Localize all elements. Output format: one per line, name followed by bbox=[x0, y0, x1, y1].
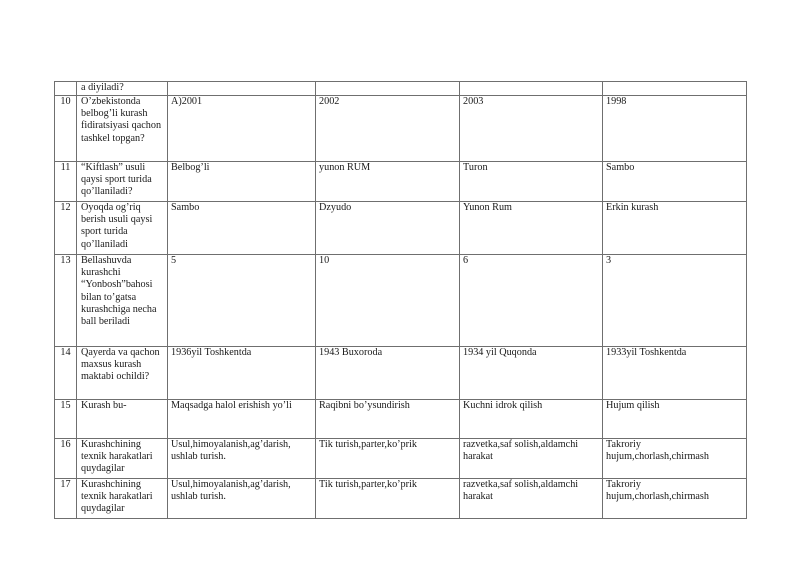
option-a: Belbog’li bbox=[168, 162, 316, 202]
option-c: 1934 yil Quqonda bbox=[460, 347, 603, 400]
option-b: Dzyudo bbox=[316, 202, 460, 255]
question-number: 11 bbox=[55, 162, 77, 202]
table-row bbox=[55, 479, 747, 519]
question-number: 13 bbox=[55, 255, 77, 347]
option-c: 6 bbox=[460, 255, 603, 347]
option-c: Yunon Rum bbox=[460, 202, 603, 255]
table-row bbox=[55, 400, 747, 439]
table-row bbox=[55, 347, 747, 400]
option-c: Kuchni idrok qilish bbox=[460, 400, 603, 439]
question-text: Bellashuvda kurashchi “Yonbosh”bahosi bilan to’gatsa kurashchiga necha ball beriladi bbox=[77, 255, 168, 347]
table-row bbox=[55, 439, 747, 479]
table-row bbox=[55, 96, 747, 162]
option-a: 1936yil Toshkentda bbox=[168, 347, 316, 400]
table-row bbox=[55, 255, 747, 347]
option-d bbox=[603, 82, 747, 96]
option-d: Takroriy hujum,chorlash,chirmash bbox=[603, 439, 747, 479]
question-text: Oyoqda og’riq berish usuli qaysi sport turida qo’llaniladi bbox=[77, 202, 168, 255]
question-number bbox=[55, 82, 77, 96]
option-a: Usul,himoyalanish,ag’darish, ushlab turish. bbox=[168, 479, 316, 519]
option-b: 2002 bbox=[316, 96, 460, 162]
question-number: 15 bbox=[55, 400, 77, 439]
option-c: 2003 bbox=[460, 96, 603, 162]
option-a: Sambo bbox=[168, 202, 316, 255]
option-b: Raqibni bo’ysundirish bbox=[316, 400, 460, 439]
quiz-table bbox=[54, 81, 747, 519]
question-text: Kurashchining texnik harakatlari quydagilar bbox=[77, 439, 168, 479]
option-b: Tik turish,parter,ko’prik bbox=[316, 439, 460, 479]
option-c: Turon bbox=[460, 162, 603, 202]
option-a: A)2001 bbox=[168, 96, 316, 162]
option-d: 1998 bbox=[603, 96, 747, 162]
option-b bbox=[316, 82, 460, 96]
question-number: 14 bbox=[55, 347, 77, 400]
option-b: 10 bbox=[316, 255, 460, 347]
option-d: Hujum qilish bbox=[603, 400, 747, 439]
question-text: a diyiladi? bbox=[77, 82, 168, 96]
option-b: Tik turish,parter,ko’prik bbox=[316, 479, 460, 519]
question-text: O’zbekistonda belbog’li kurash fidiratsiyasi qachon tashkel topgan? bbox=[77, 96, 168, 162]
option-a: Usul,himoyalanish,ag’darish, ushlab turish. bbox=[168, 439, 316, 479]
option-b: 1943 Buxoroda bbox=[316, 347, 460, 400]
option-c bbox=[460, 82, 603, 96]
option-d: Takroriy hujum,chorlash,chirmash bbox=[603, 479, 747, 519]
option-a bbox=[168, 82, 316, 96]
option-c: razvetka,saf solish,aldamchi harakat bbox=[460, 439, 603, 479]
option-d: Erkin kurash bbox=[603, 202, 747, 255]
question-number: 17 bbox=[55, 479, 77, 519]
table-row bbox=[55, 82, 747, 96]
question-number: 12 bbox=[55, 202, 77, 255]
question-text: Kurashchining texnik harakatlari quydagilar bbox=[77, 479, 168, 519]
question-text: “Kiftlash” usuli qaysi sport turida qo’llaniladi? bbox=[77, 162, 168, 202]
option-a: 5 bbox=[168, 255, 316, 347]
table-row bbox=[55, 162, 747, 202]
option-c: razvetka,saf solish,aldamchi harakat bbox=[460, 479, 603, 519]
question-number: 16 bbox=[55, 439, 77, 479]
question-number: 10 bbox=[55, 96, 77, 162]
option-b: yunon RUM bbox=[316, 162, 460, 202]
option-d: 1933yil Toshkentda bbox=[603, 347, 747, 400]
option-d: 3 bbox=[603, 255, 747, 347]
option-a: Maqsadga halol erishish yo’li bbox=[168, 400, 316, 439]
question-text: Qayerda va qachon maxsus kurash maktabi ochildi? bbox=[77, 347, 168, 400]
option-d: Sambo bbox=[603, 162, 747, 202]
question-text: Kurash bu- bbox=[77, 400, 168, 439]
table-row bbox=[55, 202, 747, 255]
